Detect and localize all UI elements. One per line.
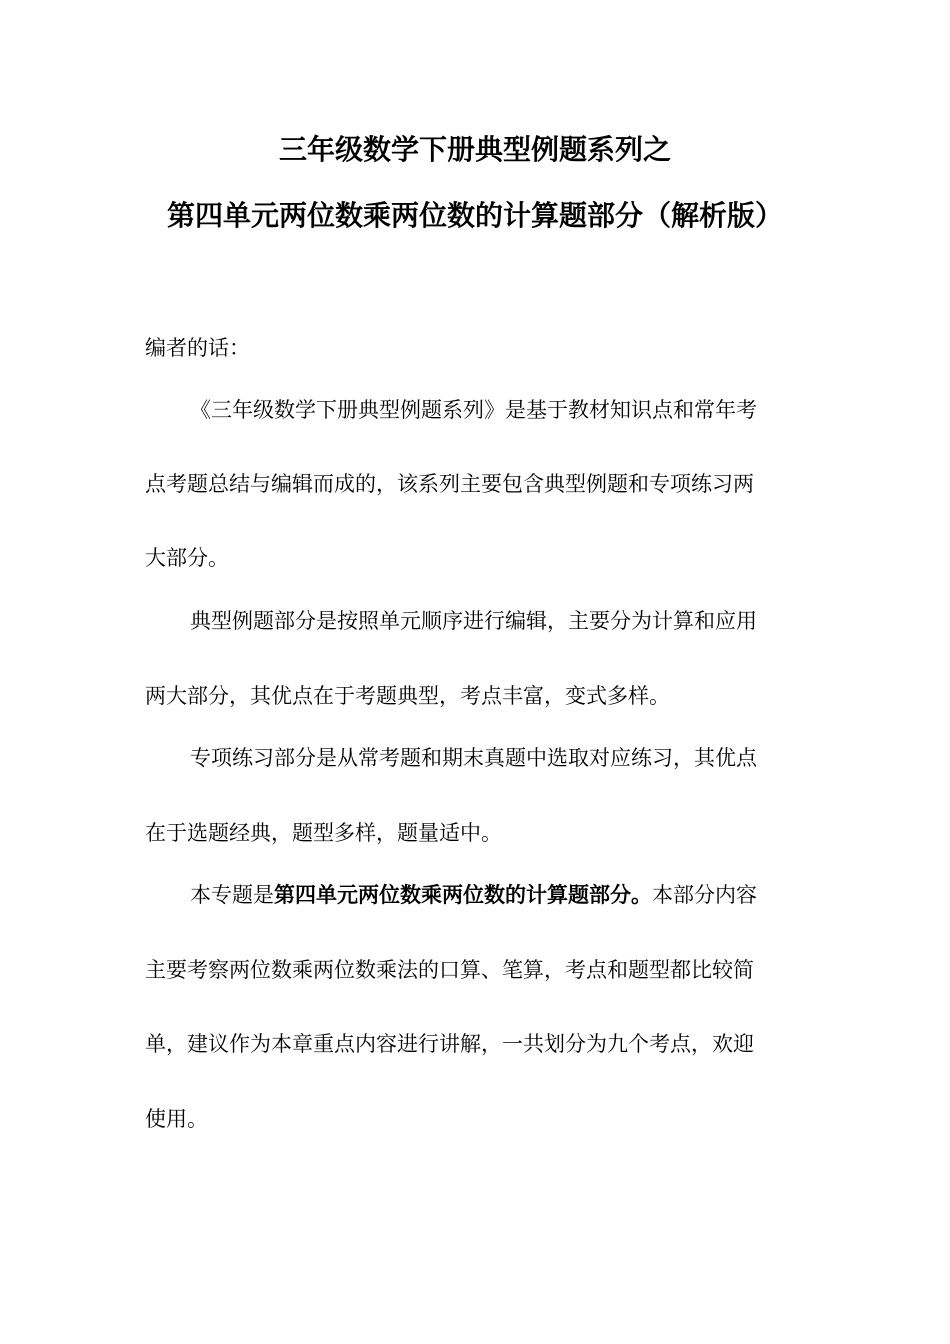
paragraph-2-line-2: 两大部分，其优点在于考题典型，考点丰富，变式多样。 <box>145 684 670 708</box>
paragraph-4-suffix: 本部分内容 <box>652 883 757 907</box>
paragraph-4-line-2: 主要考察两位数乘两位数乘法的口算、笔算，考点和题型都比较简 <box>145 958 754 982</box>
paragraph-4-line-1 <box>190 881 840 909</box>
document-title-line-2: 第四单元两位数乘两位数的计算题部分（解析版） <box>166 199 783 232</box>
paragraph-4-bold-topic: 第四单元两位数乘两位数的计算题部分。 <box>274 883 652 907</box>
paragraph-1-line-3: 大部分。 <box>145 546 229 570</box>
paragraph-1-line-1: 《三年级数学下册典型例题系列》是基于教材知识点和常年考 <box>190 398 757 422</box>
paragraph-4-line-4: 使用。 <box>145 1107 208 1131</box>
paragraph-3-line-2: 在于选题经典，题型多样，题量适中。 <box>145 821 502 845</box>
paragraph-1-line-2: 点考题总结与编辑而成的，该系列主要包含典型例题和专项练习两 <box>145 472 754 496</box>
document-title-line-1: 三年级数学下册典型例题系列之 <box>278 133 671 166</box>
paragraph-2-line-1: 典型例题部分是按照单元顺序进行编辑，主要分为计算和应用 <box>190 609 757 633</box>
paragraph-3-line-1: 专项练习部分是从常考题和期末真题中选取对应练习，其优点 <box>190 746 757 770</box>
paragraph-4-prefix: 本专题是 <box>190 883 274 907</box>
editor-note-heading: 编者的话： <box>145 336 250 360</box>
paragraph-4-line-3: 单，建议作为本章重点内容进行讲解，一共划分为九个考点，欢迎 <box>145 1032 754 1056</box>
